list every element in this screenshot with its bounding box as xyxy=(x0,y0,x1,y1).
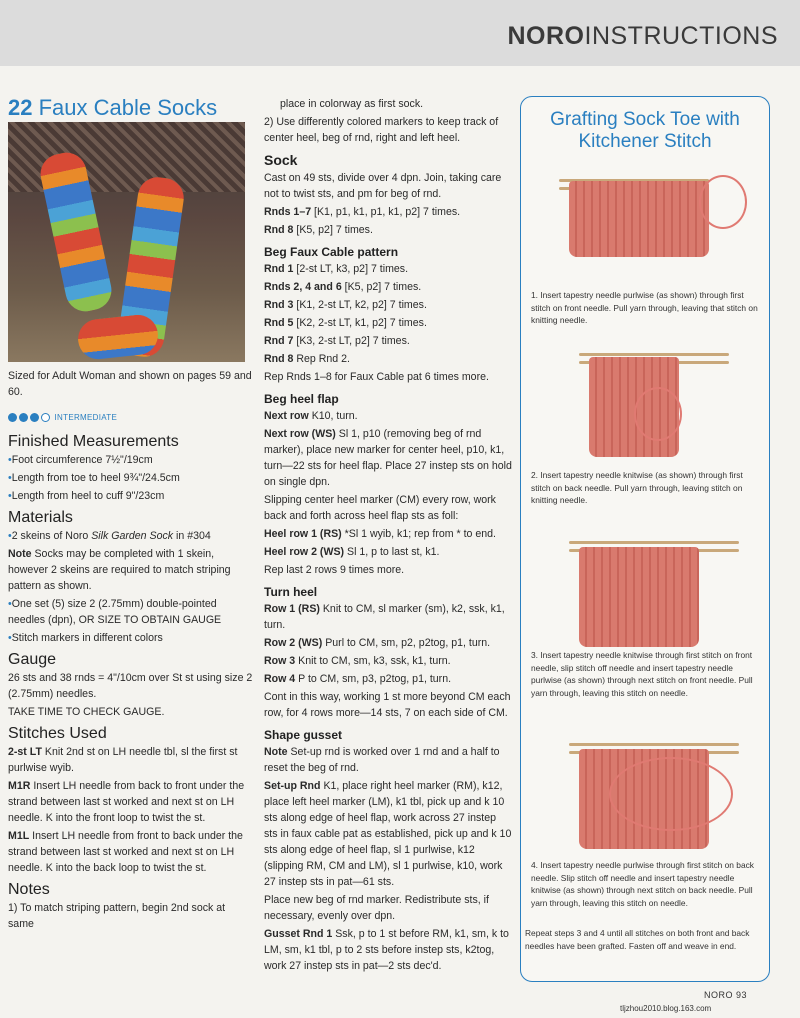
notes-heading: Notes xyxy=(8,881,50,898)
heelflap-row: Next row K10, turn. xyxy=(264,410,358,422)
yarn-icon xyxy=(699,175,747,229)
materials-item: •One set (5) size 2 (2.75mm) double-pointed needles (dpn), OR SIZE TO OBTAIN GAUGE xyxy=(8,598,222,626)
turnheel-cont: Cont in this way, working 1 st more beyond CM each row, for 4 rows more—14 sts, 7 on each side of CM. xyxy=(264,691,511,719)
cable-row: Rnds 2, 4 and 6 [K5, p2] 7 times. xyxy=(264,281,422,293)
header-bar xyxy=(0,0,800,66)
turnheel-heading: Turn heel xyxy=(264,585,318,599)
pattern-title: 22 Faux Cable Socks xyxy=(8,95,218,120)
gusset-note: Note Set-up rnd is worked over 1 rnd and a half to reset the beg of rnd. xyxy=(264,746,500,774)
cable-row: Rnd 7 [K3, 2-st LT, p2] 7 times. xyxy=(264,335,410,347)
finished-item: •Length from toe to heel 9¾"/24.5cm xyxy=(8,472,180,484)
level-label: INTERMEDIATE xyxy=(54,413,118,422)
gusset-heading: Shape gusset xyxy=(264,728,343,742)
gusset-setup: Set-up Rnd K1, place right heel marker (RM), k12, place left heel marker (LM), k1 tbl, pick up and k 10 sts along edge of heel flap, work across 27 instep sts in faux cable pat as established, pick up and k 10 sts along edge of heel flap, sl 1 purlwise, k12 (slipping RM, CM and LM), sl 1 purlwise, k10, work 27 instep sts in pat—61 sts. xyxy=(264,780,512,888)
step-2-illustration xyxy=(549,347,747,435)
finished-heading: Finished Measurements xyxy=(8,433,179,450)
step-3-illustration xyxy=(549,535,747,623)
step-4-illustration xyxy=(549,737,747,825)
turnheel-row: Row 4 P to CM, sm, p3, p2tog, p1, turn. xyxy=(264,673,452,685)
knit-swatch-icon xyxy=(579,547,699,647)
cable-repeat: Rep Rnds 1–8 for Faux Cable pat 6 times more. xyxy=(264,371,489,383)
sock-heading: Sock xyxy=(264,152,298,168)
sock-intro: Cast on 49 sts, divide over 4 dpn. Join, taking care not to twist sts, and pm for beg of rnd. xyxy=(264,172,502,200)
cable-heading: Beg Faux Cable pattern xyxy=(264,245,399,259)
cable-row: Rnd 3 [K1, 2-st LT, k2, p2] 7 times. xyxy=(264,299,427,311)
step-3-text: 3. Insert tapestry needle knitwise through first stitch on front needle, slip stitch off needle and insert tapestry needle purlwise (as shown) through next stitch on front needle. Pull yarn through, leaving this stitch on needle. xyxy=(531,650,753,698)
stitch-def: M1R Insert LH needle from back to front under the strand between last st worked and next st on LH needle. K into the front loop to twist the st. xyxy=(8,780,245,824)
panel-title: Grafting Sock Toe with Kitchener Stitch xyxy=(550,109,740,152)
yarn-icon xyxy=(609,757,733,831)
sock-row: Rnds 1–7 [K1, p1, k1, p1, k1, p2] 7 times. xyxy=(264,206,461,218)
level-dot-icon xyxy=(8,413,17,422)
column-middle xyxy=(264,96,512,976)
heelflap-row: Heel row 2 (WS) Sl 1, p to last st, k1. xyxy=(264,546,440,558)
gauge-check: TAKE TIME TO CHECK GAUGE. xyxy=(8,706,165,718)
brand-title: NOROINSTRUCTIONS xyxy=(507,22,778,50)
step-4-text: 4. Insert tapestry needle purlwise through first stitch on back needle. Slip stitch off needle and insert tapestry needle knitwise (as shown) through next stitch on back needle. Pull yarn through, leaving this stitch on needle. xyxy=(531,860,754,908)
materials-heading: Materials xyxy=(8,509,73,526)
heelflap-heading: Beg heel flap xyxy=(264,392,339,406)
gusset-place: Place new beg of rnd marker. Redistribute sts, if necessary, evenly over dpn. xyxy=(264,894,489,922)
heelflap-repeat: Rep last 2 rows 9 times more. xyxy=(264,564,405,576)
stitches-heading: Stitches Used xyxy=(8,725,107,742)
stitch-def: M1L Insert LH needle from front to back under the strand between last st worked and next st on LH needle. K into the back loop to twist the st. xyxy=(8,830,243,874)
materials-item: •Stitch markers in different colors xyxy=(8,632,163,644)
panel-repeat: Repeat steps 3 and 4 until all stitches on both front and back needles have been grafted. Fasten off and weave in end. xyxy=(525,928,750,951)
heelflap-slip: Slipping center heel marker (CM) every row, work back and forth across heel flap sts as foll: xyxy=(264,494,496,522)
cable-row: Rnd 5 [K2, 2-st LT, k1, p2] 7 times. xyxy=(264,317,427,329)
step-1-text: 1. Insert tapestry needle purlwise (as shown) through first stitch on front needle. Pull yarn through, leaving that stitch on knitting needle. xyxy=(531,290,758,326)
note-1: 1) To match striping pattern, begin 2nd sock at same xyxy=(8,902,226,930)
needle-icon xyxy=(569,743,739,746)
finished-item: •Foot circumference 7½"/19cm xyxy=(8,454,153,466)
skill-level xyxy=(8,410,253,426)
photo-caption: Sized for Adult Woman and shown on pages 59 and 60. xyxy=(8,370,252,398)
heelflap-row: Heel row 1 (RS) *Sl 1 wyib, k1; rep from * to end. xyxy=(264,528,496,540)
heelflap-row: Next row (WS) Sl 1, p10 (removing beg of rnd marker), place new marker for center heel, p10, k1, turn—22 sts for heel flap. Place 27 instep sts on hold on single dpn. xyxy=(264,428,512,488)
step-1-illustration xyxy=(549,171,747,259)
gauge-heading: Gauge xyxy=(8,651,57,668)
needle-icon xyxy=(579,353,729,356)
column-left xyxy=(8,96,253,934)
page-number: NORO 93 xyxy=(704,990,748,1000)
note-1-cont: place in colorway as first sock. xyxy=(280,98,424,110)
gauge-text: 26 sts and 38 rnds = 4"/10cm over St st using size 2 (2.75mm) needles. xyxy=(8,672,253,700)
turnheel-row: Row 2 (WS) Purl to CM, sm, p2, p2tog, p1, turn. xyxy=(264,637,491,649)
note-2: 2) Use differently colored markers to keep track of center heel, beg of rnd, right and left heel. xyxy=(264,116,499,144)
materials-note: Note Socks may be completed with 1 skein, however 2 skeins are required to match striping pattern as shown. xyxy=(8,548,231,592)
materials-item: •2 skeins of Noro Silk Garden Sock in #304 xyxy=(8,530,211,542)
yarn-icon xyxy=(634,387,682,441)
stitch-def: 2-st LT Knit 2nd st on LH needle tbl, sl the first st purlwise wyib. xyxy=(8,746,238,774)
sock-photo xyxy=(8,122,245,362)
step-2-text: 2. Insert tapestry needle knitwise (as shown) through first stitch on back needle. Pull yarn through, leaving stitch on knitting needle. xyxy=(531,470,743,506)
kitchener-panel xyxy=(520,96,770,982)
needle-icon xyxy=(569,541,739,544)
turnheel-row: Row 3 Knit to CM, sm, k3, ssk, k1, turn. xyxy=(264,655,451,667)
finished-item: •Length from heel to cuff 9"/23cm xyxy=(8,490,165,502)
level-dot-empty-icon xyxy=(41,413,50,422)
sock-row: Rnd 8 [K5, p2] 7 times. xyxy=(264,224,373,236)
turnheel-row: Row 1 (RS) Knit to CM, sl marker (sm), k2, ssk, k1, turn. xyxy=(264,603,505,631)
cable-row: Rnd 1 [2-st LT, k3, p2] 7 times. xyxy=(264,263,409,275)
level-dot-icon xyxy=(19,413,28,422)
level-dot-icon xyxy=(30,413,39,422)
source-watermark: tljzhou2010.blog.163.com xyxy=(620,1004,712,1013)
knit-swatch-icon xyxy=(569,181,709,257)
gusset-row: Gusset Rnd 1 Ssk, p to 1 st before RM, k1, sm, k to LM, sm, k1 tbl, p to 2 sts before instep sts, k2tog, work 27 instep sts in pat—2 sts dec'd. xyxy=(264,928,509,972)
cable-row: Rnd 8 Rep Rnd 2. xyxy=(264,353,350,365)
